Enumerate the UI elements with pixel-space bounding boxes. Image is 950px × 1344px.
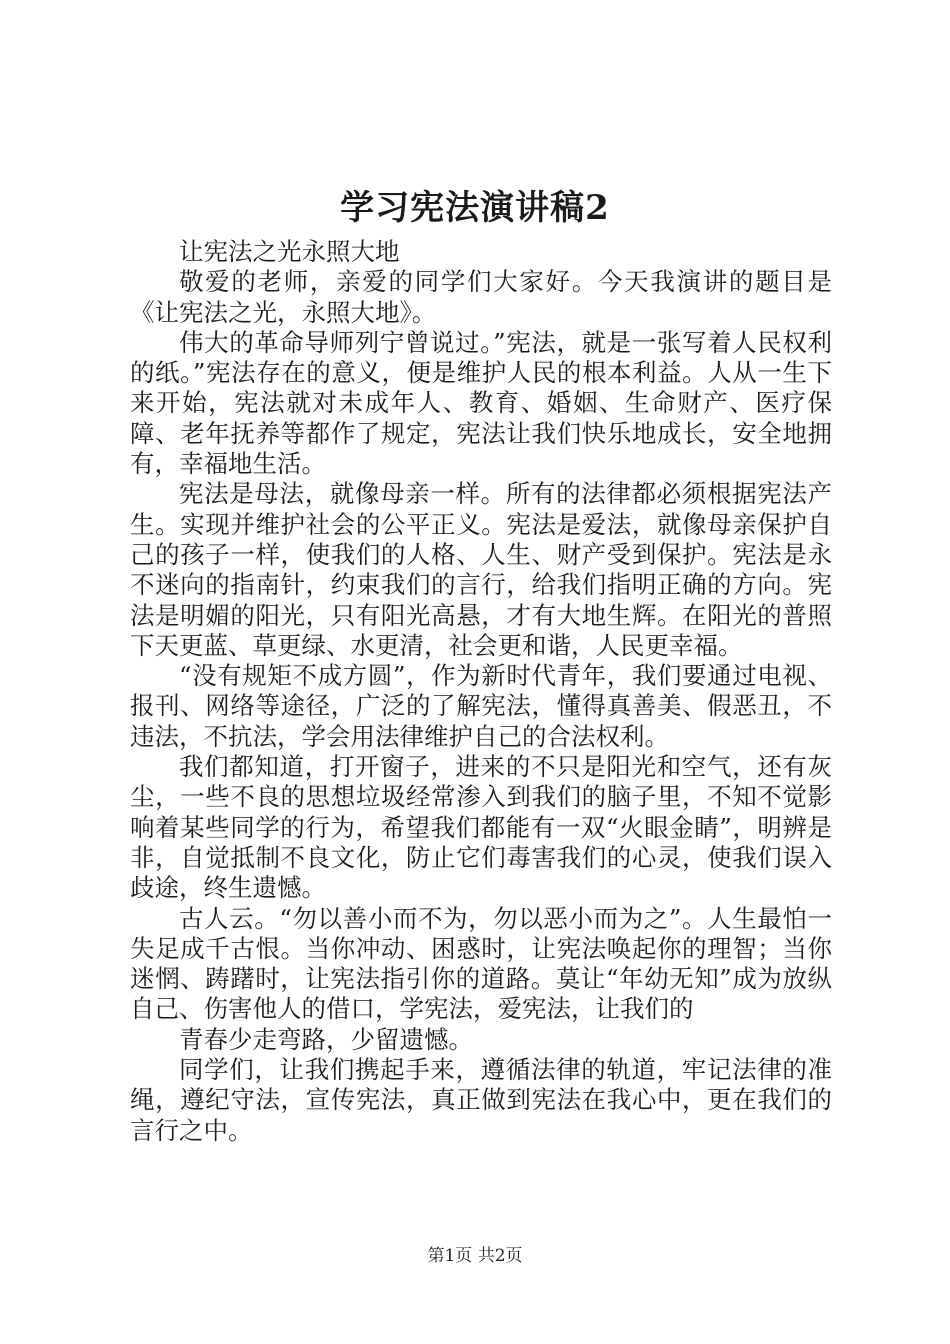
paragraph: 同学们，让我们携起手来，遵循法律的轨道，牢记法律的准绳，遵纪守法，宣传宪法，真正做到宪法在我心中，更在我们的言行之中。 <box>130 1055 832 1145</box>
paragraph-subtitle: 让宪法之光永照大地 <box>179 237 400 266</box>
paragraph: “没有规矩不成方圆”，作为新时代青年，我们要通过电视、报刊、网络等途径，广泛的了解宪法，懂得真善美、假恶丑，不违法，不抗法，学会用法律维护自己的合法权利。 <box>130 661 832 751</box>
paragraph: 宪法是母法，就像母亲一样。所有的法律都必须根据宪法产生。实现并维护社会的公平正义。宪法是爱法，就像母亲保护自己的孩子一样，使我们的人格、人生、财产受到保护。宪法是永不迷向的指南针，约束我们的言行，给我们指明正确的方向。宪法是明媚的阳光，只有阳光高悬，才有大地生辉。在阳光的普照下天更蓝、草更绿、水更清，社会更和谐，人民更幸福。 <box>130 479 832 660</box>
paragraph: 敬爱的老师，亲爱的同学们大家好。今天我演讲的题目是《让宪法之光，永照大地》。 <box>130 267 832 327</box>
paragraph: 青春少走弯路，少留遗憾。 <box>179 1024 473 1054</box>
paragraph: 伟大的革命导师列宁曾说过。”宪法，就是一张写着人民权利的纸。”宪法存在的意义，便是维护人民的根本利益。人从一生下来开始，宪法就对未成年人、教育、婚姻、生命财产、医疗保障、老年抚养等都作了规定，宪法让我们快乐地成长，安全地拥有，幸福地生活。 <box>130 327 832 479</box>
document-body <box>130 237 832 1146</box>
page-number-footer: 第1页 共2页 <box>427 1246 523 1266</box>
paragraph: 我们都知道，打开窗子，进来的不只是阳光和空气，还有灰尘，一些不良的思想垃圾经常渗入到我们的脑子里，不知不觉影响着某些同学的行为，希望我们都能有一双“火眼金睛”，明辨是非，自觉抵制不良文化，防止它们毒害我们的心灵，使我们误入歧途，终生遗憾。 <box>130 752 832 903</box>
paragraph: 古人云。“勿以善小而不为，勿以恶小而为之”。人生最怕一失足成千古恨。当你冲动、困惑时，让宪法唤起你的理智；当你迷惘、踌躇时，让宪法指引你的道路。莫让“年幼无知”成为放纵自己、伤害他人的借口，学宪法，爱宪法，让我们的 <box>130 903 832 1024</box>
document-title: 学习宪法演讲稿2 <box>340 188 610 228</box>
